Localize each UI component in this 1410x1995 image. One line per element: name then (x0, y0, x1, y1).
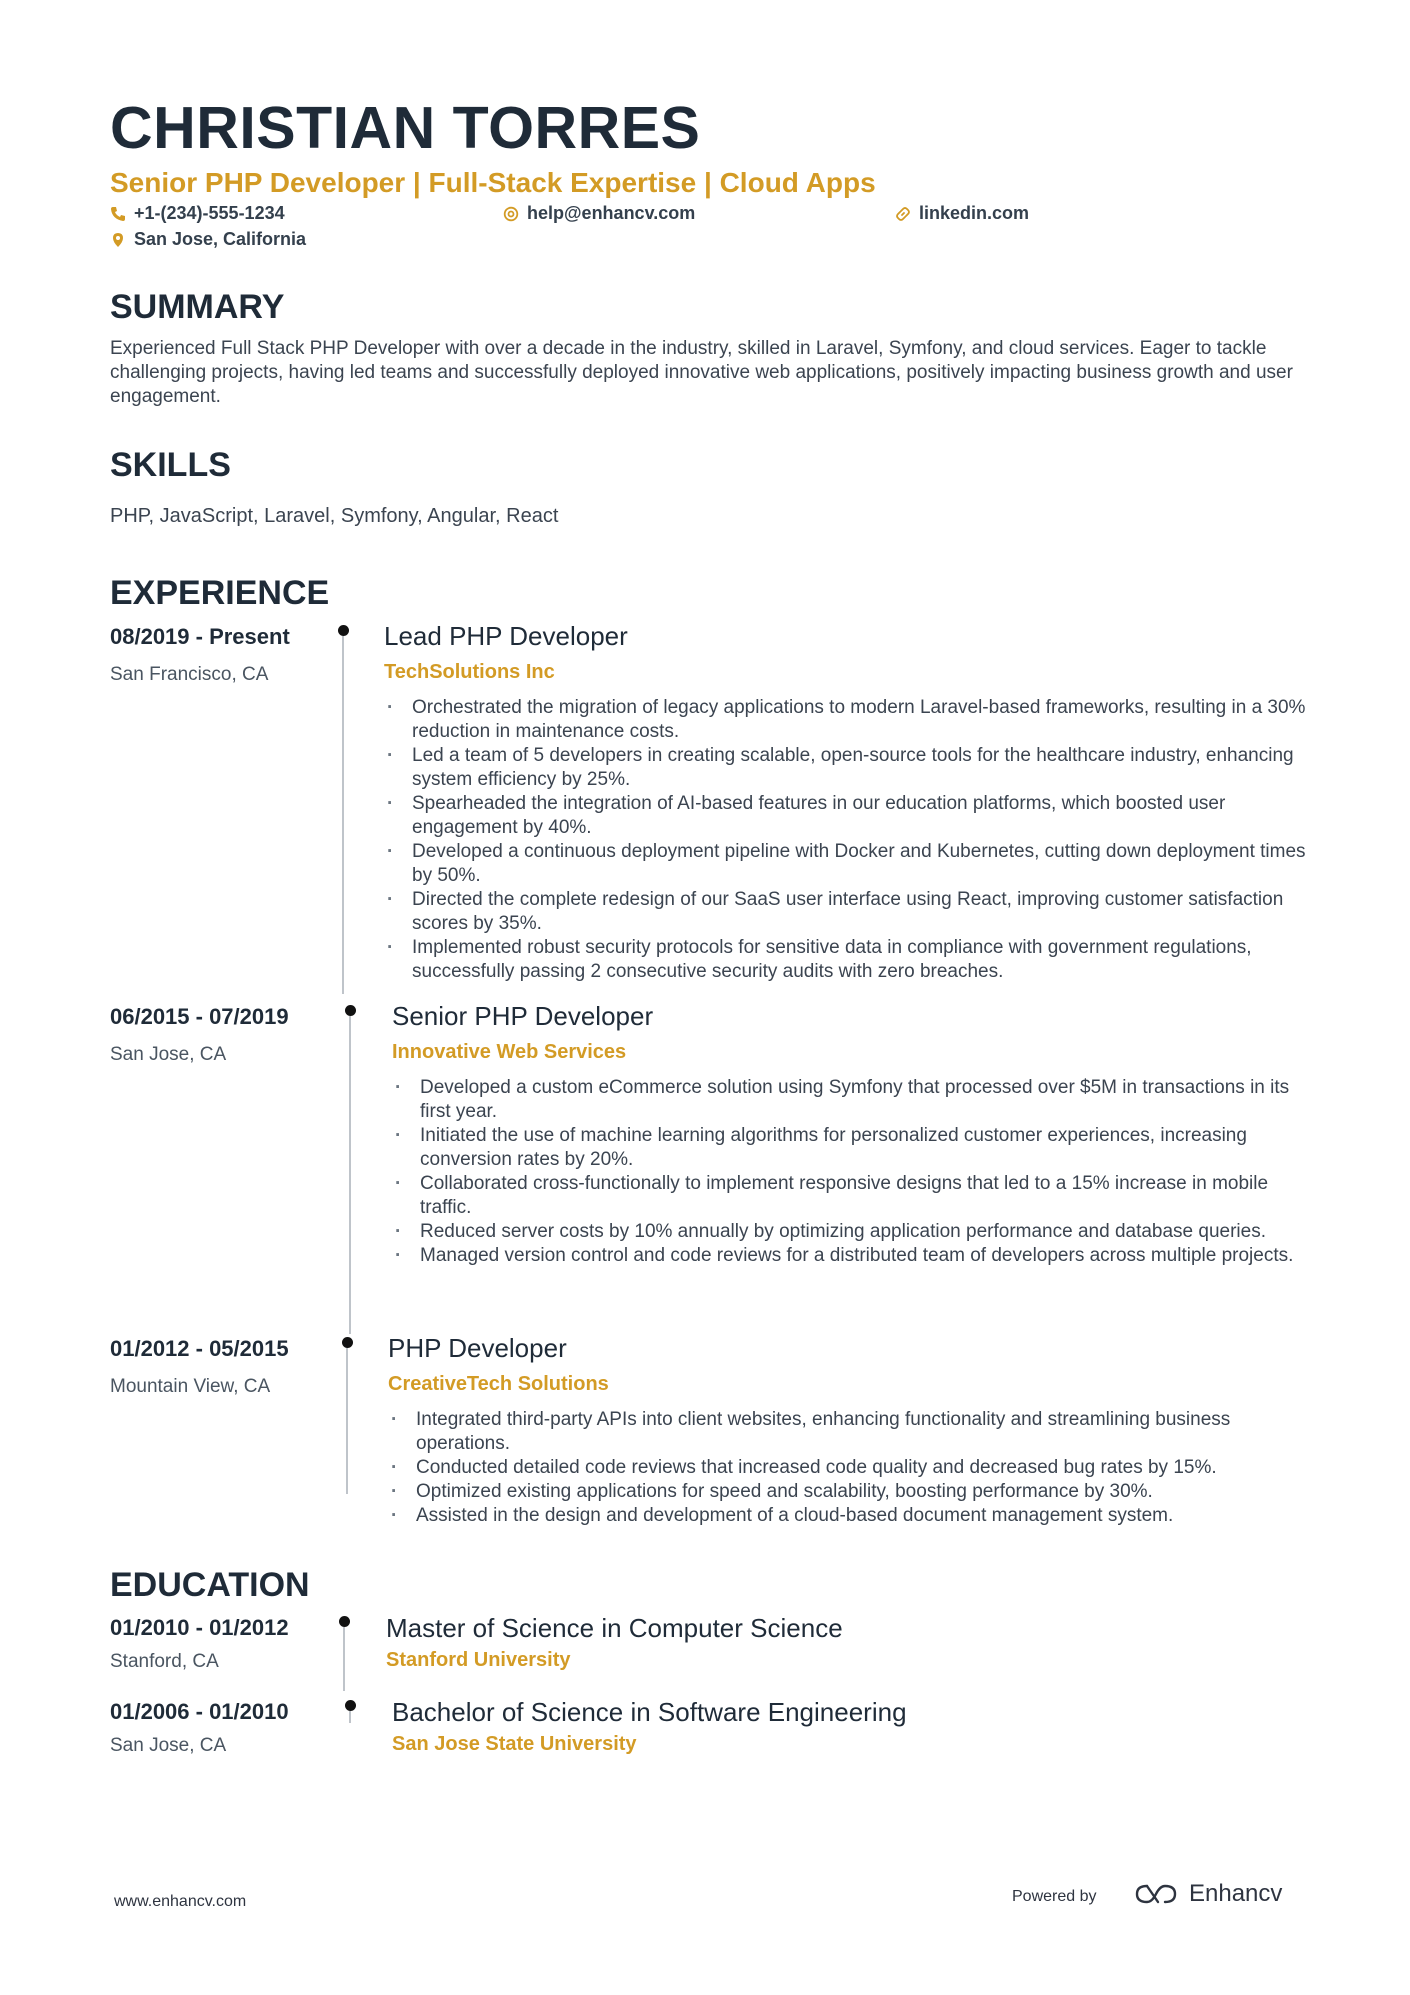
contact-location (110, 229, 306, 250)
timeline-dot (339, 1616, 350, 1627)
job-dates: 06/2015 - 07/2019 (110, 1004, 289, 1029)
edu-school: Stanford University (386, 1649, 571, 1671)
enhancv-logo-icon (1133, 1881, 1179, 1907)
edu-dates: 01/2006 - 01/2010 (110, 1699, 289, 1724)
resume-page (110, 95, 1320, 528)
education-title: EDUCATION (110, 1566, 310, 1604)
headline: Senior PHP Developer | Full-Stack Expertise | Cloud Apps (110, 167, 876, 198)
edu-school: San Jose State University (392, 1733, 637, 1755)
job-bullets (393, 1076, 1318, 1268)
summary-title: SUMMARY (110, 288, 285, 326)
list-item: · Integrated third-party APIs into client websites, enhancing functionality and streamlining business operations. (389, 1408, 1319, 1456)
list-item: · Spearheaded the integration of AI-based features in our education platforms, which boosted user engagement by 40%. (385, 792, 1320, 840)
edu-degree: Master of Science in Computer Science (386, 1613, 843, 1643)
contact-email[interactable] (503, 203, 695, 224)
link-icon (895, 206, 911, 222)
timeline-line (343, 1627, 345, 1691)
job-dates: 01/2012 - 05/2015 (110, 1336, 289, 1361)
at-icon (503, 206, 519, 222)
timeline-line (349, 1711, 351, 1723)
list-item: · Led a team of 5 developers in creating scalable, open-source tools for the healthcare industry, enhancing system efficiency by 25%. (385, 744, 1320, 792)
skills-title: SKILLS (110, 446, 231, 484)
list-item: · Implemented robust security protocols for sensitive data in compliance with government regulations, successfully passing 2 consecutive security audits with zero breaches. (385, 936, 1320, 984)
job-company: CreativeTech Solutions (388, 1373, 609, 1395)
experience-title: EXPERIENCE (110, 574, 330, 612)
email-text: help@enhancv.com (527, 203, 696, 223)
list-item: · Conducted detailed code reviews that increased code quality and decreased bug rates by 15%. (389, 1456, 1319, 1480)
edu-degree: Bachelor of Science in Software Engineering (392, 1697, 907, 1727)
list-item: · Reduced server costs by 10% annually by optimizing application performance and database queries. (393, 1220, 1318, 1244)
timeline-line (349, 1016, 351, 1334)
timeline-line (342, 636, 344, 994)
timeline-dot (338, 625, 349, 636)
job-company: Innovative Web Services (392, 1041, 627, 1063)
list-item: · Assisted in the design and development of a cloud-based document management system. (389, 1504, 1319, 1528)
powered-by-label: Powered by (1012, 1888, 1097, 1905)
job-company: TechSolutions Inc (384, 661, 555, 683)
linkedin-text: linkedin.com (919, 203, 1030, 223)
job-location: San Francisco, CA (110, 664, 269, 685)
list-item: · Developed a continuous deployment pipeline with Docker and Kubernetes, cutting down deployment times by 50%. (385, 840, 1320, 888)
candidate-name: CHRISTIAN TORRES (110, 95, 701, 161)
contact-phone[interactable] (110, 203, 285, 224)
job-bullets (389, 1408, 1319, 1528)
job-role: PHP Developer (388, 1333, 567, 1363)
job-bullets (385, 696, 1320, 984)
edu-location: Stanford, CA (110, 1651, 219, 1672)
list-item: · Initiated the use of machine learning algorithms for personalized customer experiences, increasing conversion rates by 20%. (393, 1124, 1318, 1172)
brand-logo[interactable] (1133, 1880, 1282, 1908)
timeline-dot (342, 1337, 353, 1348)
list-item: · Managed version control and code reviews for a distributed team of developers across multiple projects. (393, 1244, 1318, 1268)
list-item: · Collaborated cross-functionally to implement responsive designs that led to a 15% increase in mobile traffic. (393, 1172, 1318, 1220)
brand-name: Enhancv (1189, 1880, 1283, 1907)
phone-icon (110, 206, 126, 222)
summary-text: Experienced Full Stack PHP Developer with over a decade in the industry, skilled in Laravel, Symfony, and cloud services. Eager to tackle challenging projects, having led teams and successfully deployed innovative web applications, positively impacting business growth and user engagement. (110, 338, 1293, 407)
edu-dates: 01/2010 - 01/2012 (110, 1615, 289, 1640)
job-dates: 08/2019 - Present (110, 624, 290, 649)
skills-section (110, 445, 1320, 528)
contact-linkedin[interactable] (895, 203, 1029, 224)
job-role: Senior PHP Developer (392, 1001, 654, 1031)
job-role: Lead PHP Developer (384, 621, 628, 651)
list-item: · Developed a custom eCommerce solution using Symfony that processed over $5M in transactions in its first year. (393, 1076, 1318, 1124)
skills-text: PHP, JavaScript, Laravel, Symfony, Angular, React (110, 505, 559, 527)
list-item: · Optimized existing applications for speed and scalability, boosting performance by 30%. (389, 1480, 1319, 1504)
location-text: San Jose, California (134, 229, 307, 249)
summary-section (110, 287, 1320, 409)
contact-bar (110, 203, 1320, 257)
timeline-line (346, 1348, 348, 1494)
timeline-dot (345, 1005, 356, 1016)
location-pin-icon (110, 232, 126, 248)
phone-text: +1-(234)-555-1234 (134, 203, 285, 223)
timeline-dot (345, 1700, 356, 1711)
job-location: Mountain View, CA (110, 1376, 271, 1397)
list-item: · Orchestrated the migration of legacy applications to modern Laravel-based frameworks, resulting in a 30% reduction in maintenance costs. (385, 696, 1320, 744)
footer-website[interactable]: www.enhancv.com (114, 1893, 247, 1910)
job-location: San Jose, CA (110, 1044, 227, 1065)
edu-location: San Jose, CA (110, 1735, 227, 1756)
list-item: · Directed the complete redesign of our SaaS user interface using React, improving customer satisfaction scores by 35%. (385, 888, 1320, 936)
